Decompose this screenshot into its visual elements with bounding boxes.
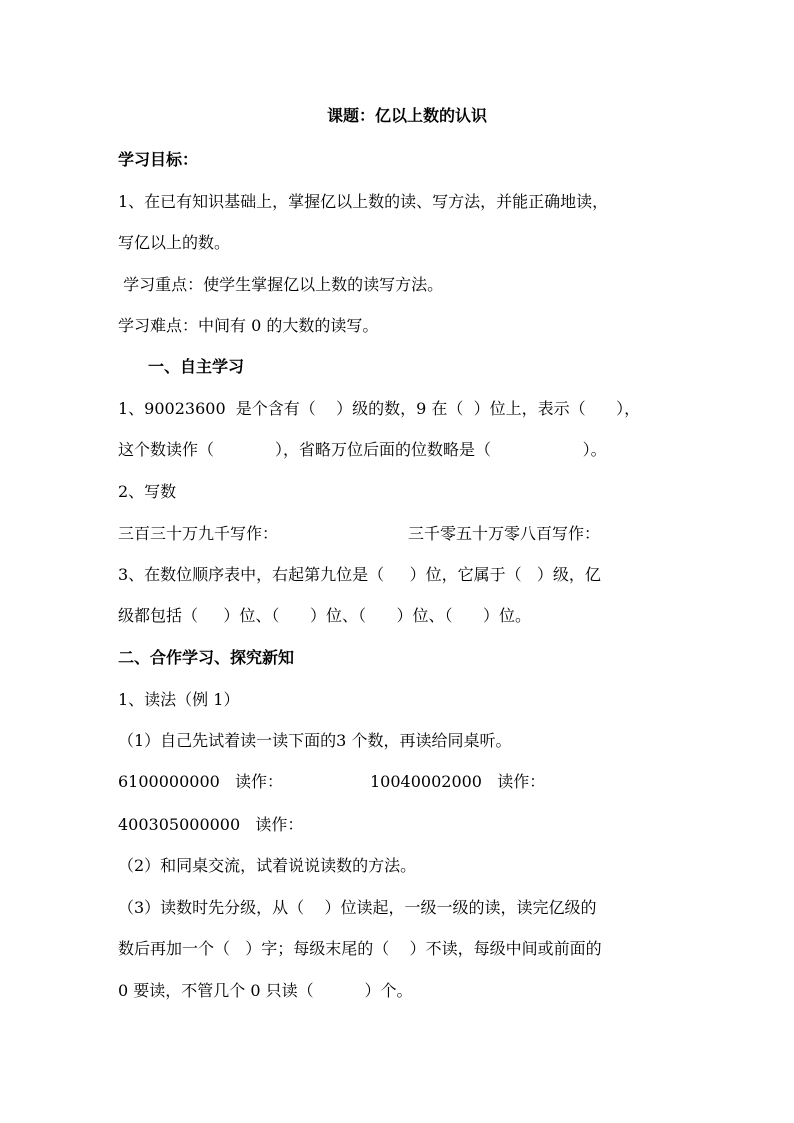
objective-line-2: 写亿以上的数。	[118, 233, 231, 252]
number-2-reading: 10040002000 读作：	[370, 772, 546, 791]
question-2-right: 三千零五十万零八百写作：	[408, 524, 601, 543]
number-3-reading: 400305000000 读作：	[118, 815, 304, 834]
number-1-reading: 6100000000 读作：	[118, 772, 284, 791]
difficulty-point: 学习难点：中间有 0 的大数的读写。	[118, 316, 379, 335]
objectives-heading: 学习目标：	[118, 150, 199, 169]
section-2-heading: 二、合作学习、探究新知	[118, 648, 295, 667]
section-1-heading: 一、自主学习	[148, 357, 245, 376]
question-3-line-1: 3、在数位顺序表中，右起第九位是（ ）位，它属于（ ）级，亿	[118, 565, 601, 584]
step-3-line-1: （3）读数时先分级，从（ ）位读起，一级一级的读，读完亿级的	[118, 898, 597, 917]
question-3-line-2: 级都包括（ ）位、（ ）位、（ ）位、（ ）位。	[118, 606, 531, 625]
step-1: （1）自己先试着读一读下面的3 个数，再读给同桌听。	[118, 731, 512, 750]
question-1-line-1: 1、90023600 是个含有（ ）级的数，9 在（ ）位上，表示（ ），	[118, 399, 641, 418]
objective-line-1: 1、在已有知识基础上，掌握亿以上数的读、写方法，并能正确地读，	[118, 192, 609, 211]
key-point: 学习重点：使学生掌握亿以上数的读写方法。	[118, 275, 444, 294]
question-1-line-2: 这个数读作（ ），省略万位后面的位数略是（ ）。	[118, 440, 607, 459]
step-3-line-3: 0 要读，不管几个 0 只读（ ）个。	[118, 981, 413, 1000]
page-title: 课题：亿以上数的认识	[326, 106, 487, 125]
reading-heading: 1、读法（例 1）	[118, 690, 240, 709]
question-2-heading: 2、写数	[118, 482, 177, 501]
step-2: （2）和同桌交流，试着说说读数的方法。	[118, 856, 417, 875]
question-2-left: 三百三十万九千写作：	[118, 524, 279, 543]
step-3-line-2: 数后再加一个（ ）字；每级末尾的（ ）不读，每级中间或前面的	[118, 939, 602, 958]
